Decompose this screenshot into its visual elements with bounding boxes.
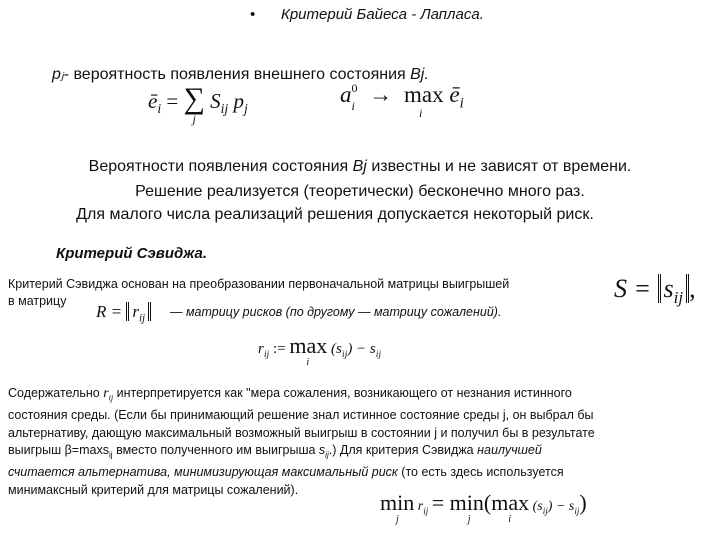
matrix-r: [96, 302, 151, 324]
r-label: R =: [96, 302, 123, 321]
sum-glyph: ∑: [183, 82, 205, 115]
formula-a-sup: 0: [351, 80, 358, 95]
para-line-1: [8, 385, 718, 407]
savage-title: Критерий Сэвиджа.: [56, 245, 208, 262]
para-line-5: [8, 464, 718, 482]
final-body2-sub: ij: [574, 505, 580, 516]
para-line-3: альтернативу, дающую максимальный возможный выигрыш в состоянии j и получил бы в результате: [8, 425, 595, 440]
state-label: Bj.: [410, 66, 429, 83]
para-4a: выигрыш β=maxs: [8, 443, 109, 457]
s-label: S =: [614, 274, 652, 303]
formula-e: ē: [148, 89, 158, 113]
s-ij: s: [663, 274, 674, 303]
rij-rest-sub: ij: [341, 349, 348, 360]
para-line-6: минимаксный критерий для матрицы сожалений).: [8, 482, 299, 497]
matrix-s: [614, 274, 696, 308]
para-4a-sub: ij: [108, 450, 113, 460]
p-symbol: pⱼ: [52, 66, 64, 83]
para-5a: считается альтернатива, минимизирующая максимальный риск: [8, 465, 398, 479]
bayes-line-1: [0, 158, 720, 176]
final-body: (s: [532, 499, 543, 514]
s-ij-sub: ij: [673, 288, 684, 308]
formula-a-sub: i: [351, 98, 355, 113]
risk-matrix-note: — матрицу рисков (по другому — матрицу сожалений).: [170, 305, 502, 319]
max-sub: i: [419, 106, 423, 120]
bayes-title: Критерий Байеса - Лапласа.: [281, 6, 484, 23]
formula-p: p: [233, 89, 244, 113]
final-body2: ) − s: [547, 499, 575, 514]
rij-max-glyph: max: [289, 333, 328, 358]
rij-max: [289, 333, 328, 368]
minimax-formula: [380, 490, 587, 525]
final-open: (: [483, 490, 492, 515]
final-eq: = min: [431, 490, 484, 515]
sum-sign: [183, 82, 205, 126]
final-min-glyph: min: [380, 490, 415, 515]
formula-eq: =: [166, 89, 179, 113]
bayes-formula-sum: [148, 82, 248, 132]
s-comma: ,: [689, 274, 696, 303]
final-min-op: [380, 490, 415, 525]
formula-e2: ē: [449, 82, 460, 107]
para-4s-sub: ij: [325, 450, 329, 460]
bullet: •: [250, 6, 256, 23]
r-ij: r: [132, 302, 139, 321]
para-1a: Содержательно: [8, 386, 100, 400]
sum-sub: j: [192, 112, 196, 126]
rij-rest: (s: [331, 341, 342, 357]
final-close: ): [579, 490, 587, 515]
line1-b: Bj: [352, 158, 367, 175]
final-min2-sub: j: [467, 514, 471, 525]
para-5b: (то есть здесь используется: [401, 465, 564, 479]
s-norm: [658, 274, 690, 308]
bayes-line-2: Решение реализуется (теоретически) бесконечно много раз.: [135, 183, 585, 200]
p-definition: - вероятность появления внешнего состояния: [63, 66, 406, 83]
formula-s: S: [210, 89, 221, 113]
rij-lhs: r: [258, 341, 264, 357]
para-1r-sub: ij: [108, 393, 114, 403]
rij-eq: :=: [273, 341, 286, 357]
bayes-formula-max: [340, 80, 464, 120]
savage-intro: Критерий Сэвиджа основан на преобразовании первоначальной матрицы выигрышей: [8, 277, 510, 291]
formula-p-sub: j: [243, 101, 248, 117]
formula-e-sub: i: [157, 101, 162, 117]
rij-max-sub: i: [306, 357, 310, 368]
final-min2-op: [431, 490, 484, 525]
para-line-2: состояния среды. (Если бы принимающий решение знал истинное состояние среды j, он выбрал бы: [8, 408, 594, 422]
rij-rest2: ) − s: [347, 341, 376, 357]
r-ij-sub: ij: [138, 312, 146, 325]
final-max-glyph: max: [491, 490, 530, 515]
para-4d: наилучшей: [477, 443, 542, 457]
p-definition-line: [52, 64, 429, 84]
savage-into: в матрицу: [8, 294, 67, 308]
rij-definition: [258, 333, 382, 368]
rij-lhs-sub: ij: [263, 349, 270, 360]
arrow-icon: →: [369, 82, 393, 107]
final-max-op: [491, 490, 530, 525]
final-body-sub: ij: [542, 505, 548, 516]
final-min-sub: j: [396, 514, 399, 525]
final-r-sub: ij: [423, 505, 429, 516]
final-max-sub: i: [508, 514, 511, 525]
line1-a: Вероятности появления состояния: [88, 158, 349, 175]
para-line-4: [8, 442, 718, 464]
formula-e2-sub: i: [459, 95, 464, 112]
para-1b: интерпретируется как "мера сожаления, возникающего от незнания истинного: [116, 386, 572, 400]
formula-s-sub: ij: [220, 101, 229, 117]
max-op: [404, 82, 444, 120]
savage-paragraph: [8, 385, 718, 499]
rij-rest2-sub: ij: [375, 349, 382, 360]
max-glyph: max: [404, 82, 444, 107]
para-4b: вместо полученного им выигрыша: [116, 443, 316, 457]
para-1r: r: [103, 386, 109, 401]
r-norm: [126, 302, 151, 325]
final-r: r: [417, 499, 424, 514]
para-4s: s: [318, 443, 326, 457]
formula-a: a: [340, 82, 352, 107]
para-4c: .) Для критерия Сэвиджа: [328, 443, 474, 457]
bayes-line-3: Для малого числа реализаций решения допускается некоторый риск.: [76, 206, 594, 223]
line1-c: известны и не зависят от времени.: [371, 158, 632, 175]
